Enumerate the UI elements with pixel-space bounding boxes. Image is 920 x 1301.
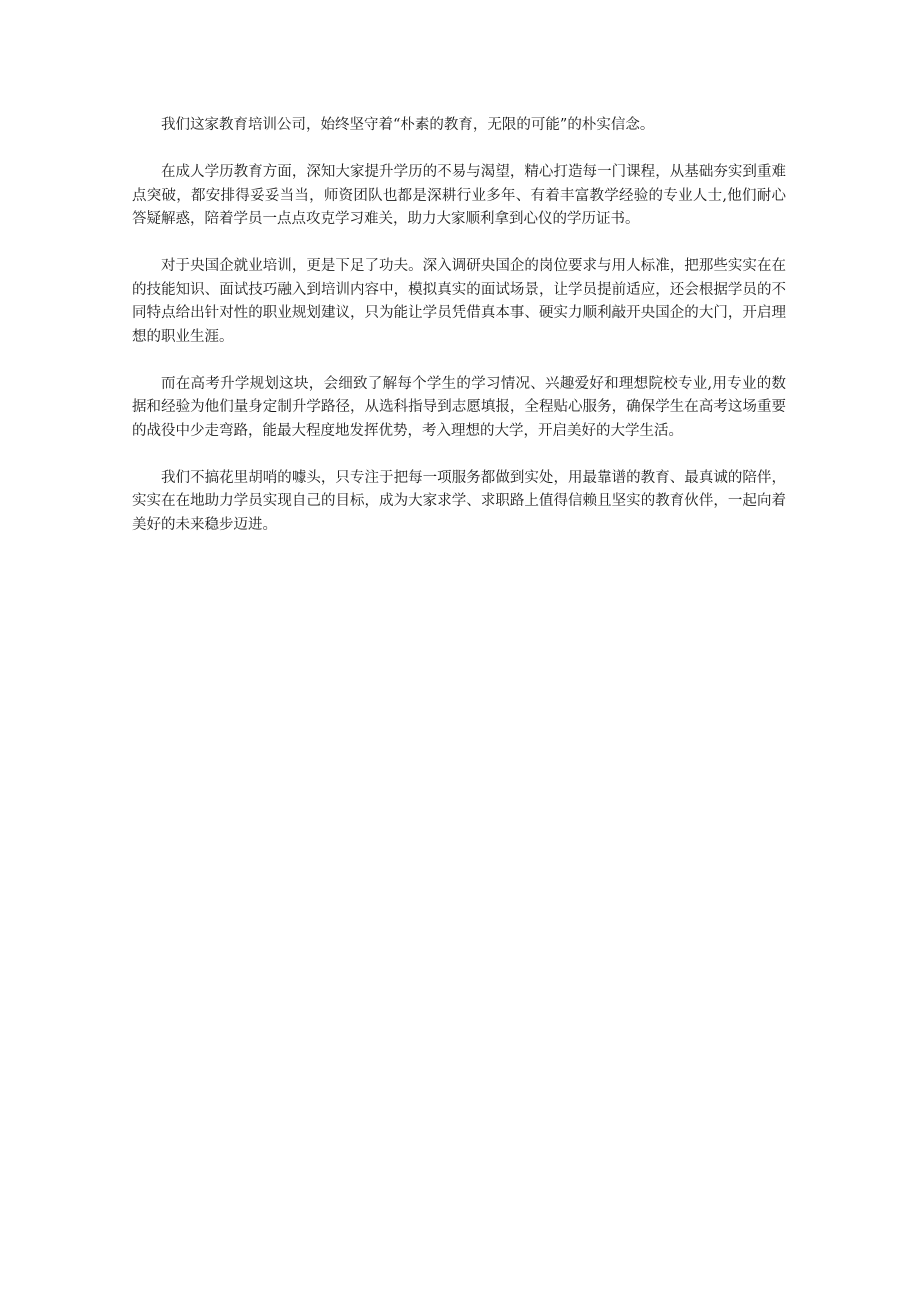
- document-body: [132, 114, 786, 561]
- paragraph-adult-education: 在成人学历教育方面，深知大家提升学历的不易与渴望，精心打造每一门课程，从基础夯实到重难点突破，都安排得妥妥当当，师资团队也都是深耕行业多年、有着丰富教学经验的专业人士,他们耐心答疑解惑，陪着学员一点点攻克学习难关，助力大家顺利拿到心仪的学历证书。: [132, 164, 786, 227]
- paragraph-closing: 我们不搞花里胡哨的噱头，只专注于把每一项服务都做到实处，用最靠谱的教育、最真诚的陪伴，实实在在地助力学员实现自己的目标，成为大家求学、求职路上值得信赖且坚实的教育伙伴，一起向着美好的未来稳步迈进。: [132, 469, 786, 533]
- paragraph-gaokao-planning: 而在高考升学规划这块，会细致了解每个学生的学习情况、兴趣爱好和理想院校专业,用专业的数据和经验为他们量身定制升学路径，从选科指导到志愿填报，全程贴心服务，确保学生在高考这场重要的战役中少走弯路，能最大程度地发挥优势，考入理想的大学，开启美好的大学生活。: [132, 375, 786, 439]
- paragraph-intro: 我们这家教育培训公司，始终坚守着“朴素的教育，无限的可能”的朴实信念。: [161, 117, 655, 133]
- paragraph-soe-training: 对于央国企就业培训，更是下足了功夫。深入调研央国企的岗位要求与用人标准，把那些实实在在的技能知识、面试技巧融入到培训内容中，模拟真实的面试场景，让学员提前适应，还会根据学员的不同特点给出针对性的职业规划建议，只为能让学员凭借真本事、硬实力顺利敲开央国企的大门，开启理想的职业生涯。: [132, 258, 786, 345]
